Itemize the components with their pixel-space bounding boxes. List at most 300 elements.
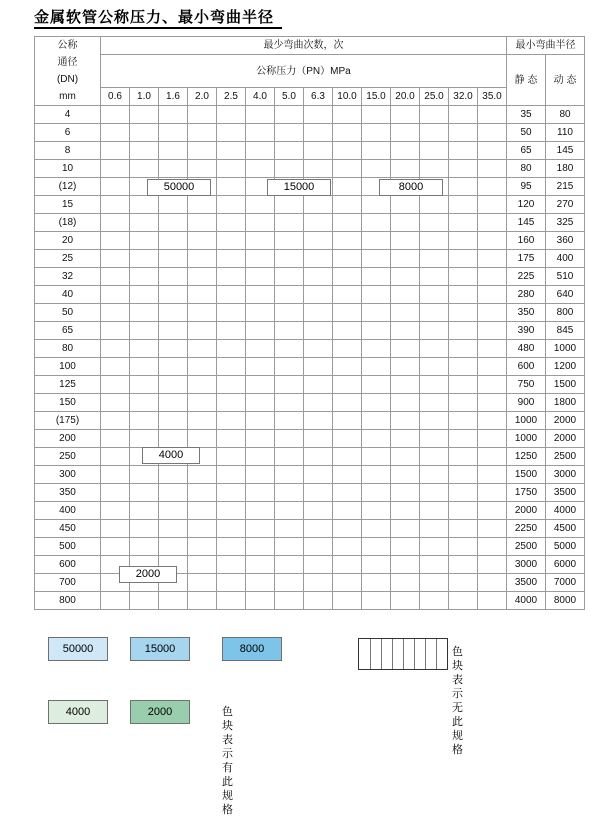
cell-data [217, 304, 246, 322]
cell-data [101, 142, 130, 160]
cell-data [420, 448, 449, 466]
table-row [35, 466, 585, 484]
cell-dynamic-radius: 3000 [546, 466, 585, 484]
cell-data [478, 304, 507, 322]
table-row [35, 124, 585, 142]
table-row [35, 394, 585, 412]
legend-swatch-no-spec [358, 638, 448, 670]
cell-data [246, 412, 275, 430]
cell-data [188, 232, 217, 250]
cell-dynamic-radius: 2000 [546, 412, 585, 430]
cell-data [159, 196, 188, 214]
header-pn-0.6: 0.6 [101, 88, 130, 106]
cell-data [391, 304, 420, 322]
cell-data [304, 502, 333, 520]
legend-swatch-4000: 4000 [48, 700, 108, 724]
cell-dn: 25 [35, 250, 101, 268]
table-row [35, 142, 585, 160]
cell-static-radius: 65 [507, 142, 546, 160]
table-row [35, 412, 585, 430]
cell-data [449, 196, 478, 214]
header-pn-4.0: 4.0 [246, 88, 275, 106]
cell-data [304, 214, 333, 232]
cell-data [217, 286, 246, 304]
cell-data [420, 304, 449, 322]
cell-data [217, 466, 246, 484]
page-title: 金属软管公称压力、最小弯曲半径 [34, 8, 275, 26]
cell-data [159, 412, 188, 430]
cell-data [159, 592, 188, 610]
cell-data [391, 520, 420, 538]
cell-data [333, 322, 362, 340]
cell-data [449, 520, 478, 538]
inline-value-2000: 2000 [119, 566, 177, 583]
cell-data [362, 430, 391, 448]
cell-data [478, 448, 507, 466]
cell-data [304, 466, 333, 484]
cell-dynamic-radius: 270 [546, 196, 585, 214]
cell-static-radius: 2250 [507, 520, 546, 538]
cell-data [391, 502, 420, 520]
cell-data [304, 412, 333, 430]
cell-data [246, 142, 275, 160]
cell-data [333, 484, 362, 502]
cell-data [101, 484, 130, 502]
cell-data [217, 484, 246, 502]
cell-data [333, 268, 362, 286]
cell-data [275, 376, 304, 394]
cell-data [478, 520, 507, 538]
cell-data [362, 232, 391, 250]
cell-dynamic-radius: 5000 [546, 538, 585, 556]
cell-data [130, 214, 159, 232]
cell-data [478, 394, 507, 412]
cell-data [362, 484, 391, 502]
cell-data [130, 124, 159, 142]
cell-dn: 20 [35, 232, 101, 250]
cell-data [391, 412, 420, 430]
header-pn-1.6: 1.6 [159, 88, 188, 106]
header-pressure-values-row [35, 88, 585, 106]
cell-data [101, 448, 130, 466]
cell-data [246, 556, 275, 574]
cell-data [246, 286, 275, 304]
cell-data [304, 286, 333, 304]
cell-data [217, 430, 246, 448]
cell-data [188, 484, 217, 502]
header-pn-10.0: 10.0 [333, 88, 362, 106]
cell-data [217, 394, 246, 412]
cell-data [275, 142, 304, 160]
cell-data [449, 286, 478, 304]
cell-data [420, 430, 449, 448]
cell-data [420, 286, 449, 304]
cell-data [275, 574, 304, 592]
table-row [35, 250, 585, 268]
cell-data [275, 520, 304, 538]
cell-data [478, 592, 507, 610]
cell-data [246, 106, 275, 124]
cell-data [159, 160, 188, 178]
cell-static-radius: 390 [507, 322, 546, 340]
spec-table-container [34, 36, 585, 610]
cell-dynamic-radius: 8000 [546, 592, 585, 610]
cell-data [449, 124, 478, 142]
cell-data [246, 484, 275, 502]
cell-dn: 32 [35, 268, 101, 286]
table-row [35, 358, 585, 376]
cell-data [101, 232, 130, 250]
cell-data [275, 250, 304, 268]
cell-data [304, 160, 333, 178]
cell-data [478, 124, 507, 142]
cell-data [101, 160, 130, 178]
cell-static-radius: 145 [507, 214, 546, 232]
cell-data [333, 376, 362, 394]
cell-data [333, 142, 362, 160]
cell-data [275, 556, 304, 574]
cell-data [246, 466, 275, 484]
cell-data [420, 322, 449, 340]
cell-data [478, 430, 507, 448]
cell-data [391, 466, 420, 484]
cell-data [275, 484, 304, 502]
cell-data [420, 106, 449, 124]
cell-data [333, 448, 362, 466]
cell-static-radius: 2500 [507, 538, 546, 556]
cell-dn: 500 [35, 538, 101, 556]
cell-data [420, 592, 449, 610]
cell-data [217, 376, 246, 394]
cell-data [391, 196, 420, 214]
cell-data [333, 340, 362, 358]
cell-data [217, 268, 246, 286]
table-row [35, 520, 585, 538]
cell-data [391, 484, 420, 502]
header-pn-35.0: 35.0 [478, 88, 507, 106]
cell-data [391, 340, 420, 358]
cell-data [304, 520, 333, 538]
cell-data [101, 412, 130, 430]
cell-data [449, 484, 478, 502]
cell-data [449, 304, 478, 322]
cell-data [391, 142, 420, 160]
cell-dn: 600 [35, 556, 101, 574]
cell-static-radius: 50 [507, 124, 546, 142]
cell-data [130, 304, 159, 322]
cell-data [188, 538, 217, 556]
cell-data [217, 412, 246, 430]
cell-data [478, 250, 507, 268]
cell-data [188, 430, 217, 448]
cell-data [362, 574, 391, 592]
cell-dynamic-radius: 325 [546, 214, 585, 232]
cell-data [362, 322, 391, 340]
cell-data [188, 106, 217, 124]
cell-dynamic-radius: 7000 [546, 574, 585, 592]
cell-static-radius: 280 [507, 286, 546, 304]
cell-data [188, 412, 217, 430]
cell-static-radius: 4000 [507, 592, 546, 610]
cell-data [217, 142, 246, 160]
cell-data [391, 268, 420, 286]
legend-note-no-spec: 色块表示无此规格 [452, 646, 463, 756]
cell-dynamic-radius: 4500 [546, 520, 585, 538]
cell-data [478, 340, 507, 358]
cell-dynamic-radius: 800 [546, 304, 585, 322]
cell-data [130, 394, 159, 412]
cell-data [130, 520, 159, 538]
cell-data [217, 232, 246, 250]
cell-data [217, 556, 246, 574]
cell-data [246, 340, 275, 358]
cell-data [159, 304, 188, 322]
cell-data [420, 394, 449, 412]
cell-data [362, 358, 391, 376]
cell-static-radius: 480 [507, 340, 546, 358]
header-dn [35, 37, 101, 106]
cell-data [130, 484, 159, 502]
cell-dynamic-radius: 145 [546, 142, 585, 160]
cell-data [391, 250, 420, 268]
cell-data [275, 196, 304, 214]
cell-data [159, 358, 188, 376]
cell-data [101, 394, 130, 412]
header-dn-l2: 通径 [57, 57, 78, 68]
cell-data [449, 142, 478, 160]
table-row [35, 574, 585, 592]
cell-data [159, 268, 188, 286]
cell-data [478, 178, 507, 196]
cell-data [391, 538, 420, 556]
cell-data [101, 520, 130, 538]
cell-data [362, 142, 391, 160]
header-bend-times: 最少弯曲次数，次 [101, 37, 507, 55]
cell-data [101, 268, 130, 286]
cell-data [362, 196, 391, 214]
legend-swatch-15000: 15000 [130, 637, 190, 661]
cell-data [420, 412, 449, 430]
cell-data [275, 160, 304, 178]
cell-data [275, 106, 304, 124]
cell-data [333, 358, 362, 376]
cell-dynamic-radius: 180 [546, 160, 585, 178]
header-pn-15.0: 15.0 [362, 88, 391, 106]
table-row [35, 268, 585, 286]
cell-data [159, 106, 188, 124]
cell-data [420, 160, 449, 178]
cell-data [333, 430, 362, 448]
cell-dynamic-radius: 2000 [546, 430, 585, 448]
cell-dynamic-radius: 360 [546, 232, 585, 250]
cell-data [101, 196, 130, 214]
cell-dn: 40 [35, 286, 101, 304]
cell-data [217, 592, 246, 610]
cell-dynamic-radius: 640 [546, 286, 585, 304]
cell-data [362, 250, 391, 268]
cell-data [333, 250, 362, 268]
cell-data [333, 214, 362, 232]
cell-data [362, 160, 391, 178]
cell-static-radius: 120 [507, 196, 546, 214]
header-dynamic: 动 态 [546, 55, 585, 106]
cell-data [304, 394, 333, 412]
cell-data [217, 106, 246, 124]
table-row [35, 376, 585, 394]
cell-data [217, 322, 246, 340]
cell-static-radius: 1750 [507, 484, 546, 502]
cell-data [420, 268, 449, 286]
legend-note-has-spec: 色块表示有此规格 [222, 706, 233, 816]
table-row [35, 592, 585, 610]
inline-value-8000: 8000 [379, 179, 443, 196]
cell-data [130, 538, 159, 556]
cell-dynamic-radius: 1500 [546, 376, 585, 394]
cell-data [362, 268, 391, 286]
cell-data [449, 178, 478, 196]
cell-data [362, 394, 391, 412]
cell-data [333, 466, 362, 484]
cell-data [362, 286, 391, 304]
cell-data [420, 502, 449, 520]
cell-data [333, 232, 362, 250]
cell-data [362, 106, 391, 124]
spec-table [34, 36, 585, 610]
cell-data [420, 142, 449, 160]
cell-data [188, 340, 217, 358]
cell-data [333, 286, 362, 304]
cell-data [217, 574, 246, 592]
table-row [35, 502, 585, 520]
cell-data [217, 160, 246, 178]
cell-dn: 50 [35, 304, 101, 322]
cell-data [391, 232, 420, 250]
cell-static-radius: 1250 [507, 448, 546, 466]
table-row [35, 232, 585, 250]
cell-data [188, 286, 217, 304]
cell-static-radius: 2000 [507, 502, 546, 520]
cell-data [130, 232, 159, 250]
cell-data [391, 430, 420, 448]
cell-data [478, 358, 507, 376]
cell-dynamic-radius: 1000 [546, 340, 585, 358]
cell-data [478, 196, 507, 214]
header-dn-l4: mm [59, 91, 76, 102]
cell-data [246, 232, 275, 250]
cell-data [391, 574, 420, 592]
header-static: 静 态 [507, 55, 546, 106]
cell-data [449, 394, 478, 412]
cell-data [130, 502, 159, 520]
cell-data [275, 124, 304, 142]
cell-data [420, 340, 449, 358]
cell-data [246, 358, 275, 376]
cell-data [159, 214, 188, 232]
cell-data [420, 556, 449, 574]
header-pn-5.0: 5.0 [275, 88, 304, 106]
cell-dn: (18) [35, 214, 101, 232]
cell-static-radius: 600 [507, 358, 546, 376]
cell-dn: 800 [35, 592, 101, 610]
cell-data [449, 538, 478, 556]
cell-data [449, 430, 478, 448]
table-row [35, 484, 585, 502]
cell-dn: 15 [35, 196, 101, 214]
cell-data [130, 322, 159, 340]
cell-data [246, 376, 275, 394]
cell-data [304, 322, 333, 340]
cell-data [333, 502, 362, 520]
cell-data [217, 520, 246, 538]
cell-data [478, 160, 507, 178]
cell-data [275, 412, 304, 430]
cell-data [391, 448, 420, 466]
cell-data [478, 142, 507, 160]
cell-data [275, 592, 304, 610]
cell-data [188, 592, 217, 610]
cell-data [246, 430, 275, 448]
cell-data [130, 160, 159, 178]
cell-data [391, 124, 420, 142]
legend-swatch-8000: 8000 [222, 637, 282, 661]
cell-data [449, 412, 478, 430]
header-pn-2.5: 2.5 [217, 88, 246, 106]
cell-data [478, 556, 507, 574]
cell-data [304, 232, 333, 250]
cell-data [101, 538, 130, 556]
cell-data [391, 376, 420, 394]
cell-data [130, 250, 159, 268]
cell-data [333, 106, 362, 124]
cell-data [304, 304, 333, 322]
cell-data [217, 124, 246, 142]
cell-data [101, 178, 130, 196]
cell-data [391, 592, 420, 610]
cell-static-radius: 350 [507, 304, 546, 322]
cell-data [130, 106, 159, 124]
cell-data [101, 250, 130, 268]
cell-data [130, 142, 159, 160]
cell-data [304, 448, 333, 466]
table-row [35, 430, 585, 448]
cell-dynamic-radius: 400 [546, 250, 585, 268]
cell-dn: 4 [35, 106, 101, 124]
cell-data [246, 250, 275, 268]
cell-data [362, 520, 391, 538]
cell-dn: 6 [35, 124, 101, 142]
cell-dynamic-radius: 215 [546, 178, 585, 196]
cell-dynamic-radius: 6000 [546, 556, 585, 574]
cell-data [420, 250, 449, 268]
cell-data [304, 124, 333, 142]
table-row [35, 322, 585, 340]
cell-data [449, 592, 478, 610]
cell-data [420, 376, 449, 394]
cell-data [246, 304, 275, 322]
inline-value-15000: 15000 [267, 179, 331, 196]
cell-data [246, 214, 275, 232]
cell-static-radius: 1000 [507, 430, 546, 448]
cell-data [420, 358, 449, 376]
cell-data [275, 538, 304, 556]
table-row [35, 538, 585, 556]
cell-data [333, 178, 362, 196]
header-dn-l3: (DN) [56, 74, 79, 85]
cell-data [275, 340, 304, 358]
cell-data [333, 556, 362, 574]
cell-dynamic-radius: 510 [546, 268, 585, 286]
cell-data [420, 574, 449, 592]
